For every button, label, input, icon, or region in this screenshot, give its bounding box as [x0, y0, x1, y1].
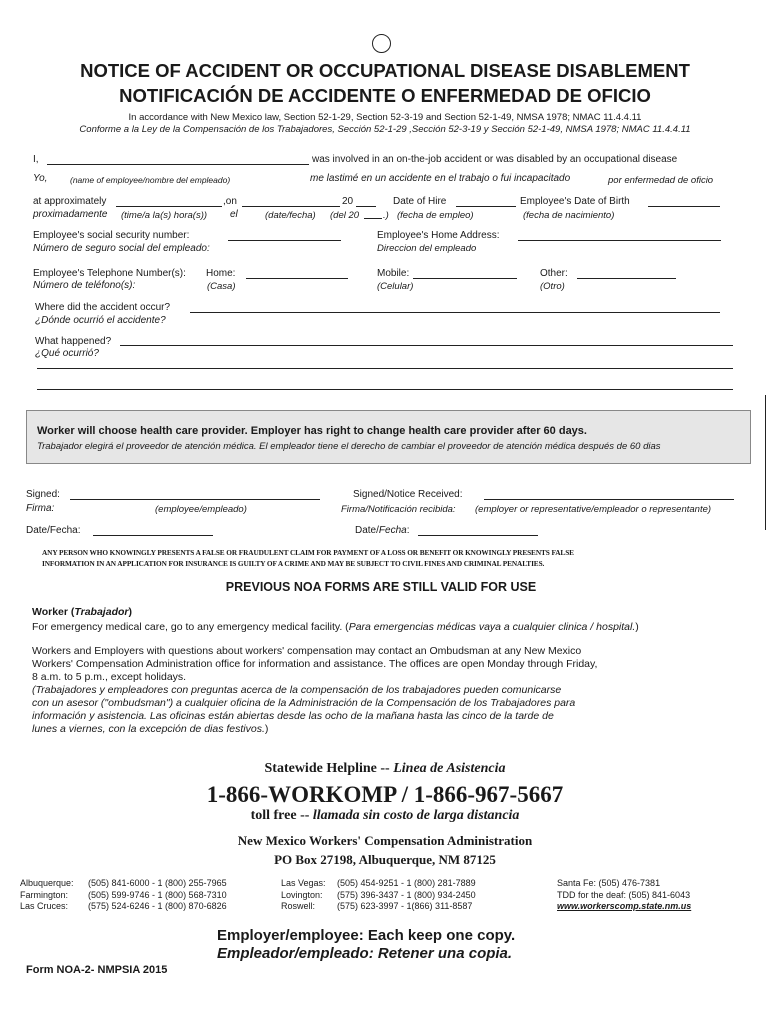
emergency-es: Para emergencias médicas vaya a cualquier clinica / hospital.: [348, 621, 636, 633]
where-label: Where did the accident occur?: [35, 302, 171, 313]
employer-signature-field[interactable]: [484, 499, 734, 500]
what-label: What happened?: [35, 336, 112, 347]
employee-signature-field[interactable]: [70, 499, 320, 500]
time-field[interactable]: [116, 206, 222, 207]
office-phones: (575) 396-3437 - 1 (800) 934-2450: [337, 889, 476, 900]
firma-notif-label: Firma/Notificación recibida:: [341, 504, 456, 515]
mobile-field[interactable]: [413, 278, 517, 279]
signed-notice-label: Signed/Notice Received:: [353, 489, 463, 500]
office-phones: (575) 524-6246 - 1 (800) 870-6826: [88, 901, 227, 911]
helpline-number[interactable]: 1-866-WORKOMP / 1-866-967-5667: [206, 782, 564, 807]
office-city: Las Cruces:: [20, 901, 69, 911]
was-involved-text: was involved in an on-the-job accident or was disabled by an occupational disease: [312, 154, 678, 165]
celular-hint: (Celular): [377, 281, 414, 292]
emergency-en: For emergency medical care, go to any emergency medical facility. (: [32, 621, 349, 633]
date-label-employer: [355, 525, 409, 536]
office-row: [20, 901, 227, 913]
dob-label: Employee's Date of Birth: [520, 196, 630, 207]
date-field[interactable]: [242, 206, 340, 207]
trabajador-word: Trabajador: [74, 606, 129, 618]
home-address-label: Employee's Home Address:: [377, 230, 500, 241]
warning-line-1: ANY PERSON WHO KNOWINGLY PRESENTS A FALSE OR FRAUDULENT CLAIM FOR PAYMENT OF A LOSS OR BENEFIT OR KNOWINGLY PRESENTS FALSE: [42, 548, 574, 557]
casa-hint: (Casa): [207, 281, 236, 292]
warning-line-2: INFORMATION IN AN APPLICATION FOR INSURANCE IS GUILTY OF A CRIME AND MAY BE SUBJECT TO CIVIL FINES AND CRIMINAL PENALTIES.: [42, 559, 545, 568]
agency-name: New Mexico Workers' Compensation Administration: [237, 833, 533, 848]
fecha-empleo-hint: (fecha de empleo): [397, 210, 474, 221]
ombudsman-line-6: información y asistencia. Las oficinas están abiertas desde las ocho de la mañana hasta las cinco de la tarde de: [32, 710, 554, 722]
date-word: Date/: [355, 525, 379, 536]
agency-address: PO Box 27198, Albuquerque, NM 87125: [274, 852, 496, 867]
office-row: [281, 901, 476, 913]
me-lastime-text: me lastimé en un accidente en el trabajo o fui incapacitado: [310, 173, 571, 184]
home-address-label-spanish: Direccion del empleado: [377, 243, 477, 254]
office-city: Albuquerque:: [20, 878, 74, 888]
office-city: Las Vegas:: [281, 878, 326, 888]
year-prefix: 20: [342, 196, 354, 207]
ombudsman-line-1: Workers and Employers with questions about workers' compensation may contact an Ombudsman at any New Mexico: [32, 645, 582, 657]
signed-label: Signed:: [26, 489, 60, 500]
del-20-end: .): [383, 210, 389, 221]
i-label: I,: [33, 154, 39, 165]
employee-hint: (employee/empleado): [155, 504, 247, 515]
home-address-field[interactable]: [518, 240, 721, 241]
offices-column-3: [557, 878, 691, 913]
home-phone-field[interactable]: [246, 278, 348, 279]
tdd-line: TDD for the deaf: (505) 841-6043: [557, 889, 691, 900]
ombudsman-line-5: con un asesor ("ombudsman") a cualquier oficina de la Administración de la Compensación de los Trabajadores para: [32, 697, 576, 709]
law-reference: In accordance with New Mexico law, Section 52-1-29, Section 52-3-19 and Section 52-1-49, NMSA 1978; NMAC 11.4.4.11: [128, 112, 642, 123]
worker-paren: ): [128, 606, 132, 618]
form-id: Form NOA-2- NMPSIA 2015: [26, 964, 168, 976]
office-row: [281, 890, 476, 902]
offices-column-2: [281, 878, 476, 913]
mobile-label: Mobile:: [377, 268, 410, 279]
circle-mark: [372, 34, 391, 53]
office-phones: (505) 841-6000 - 1 (800) 255-7965: [88, 878, 227, 888]
ombudsman-line-7: [32, 723, 268, 736]
time-hint: (time/a la(s) hora(s)): [121, 210, 208, 221]
date-colon: :: [406, 525, 410, 536]
offices-column-1: [20, 878, 227, 913]
what-field-line-3[interactable]: [37, 389, 733, 390]
ombudsman-line-7-paren: ): [264, 723, 269, 735]
employee-name-field[interactable]: [47, 164, 309, 165]
llamada-sin-costo: llamada sin costo de larga distancia: [312, 808, 520, 823]
proximadamente-label: proximadamente: [33, 209, 108, 220]
website-link[interactable]: www.workerscomp.state.nm.us: [557, 901, 692, 911]
office-city: Roswell:: [281, 901, 316, 911]
por-enfermedad-text: por enfermedad de oficio: [608, 175, 714, 186]
page-edge-mark: [765, 395, 766, 530]
where-field[interactable]: [190, 312, 720, 313]
date-of-hire-label: Date of Hire: [393, 196, 447, 207]
worker-heading: [32, 606, 132, 618]
fecha-nac-hint: (fecha de nacimiento): [523, 210, 615, 221]
title-spanish: NOTIFICACIÓN DE ACCIDENTE O ENFERMEDAD DE OFICIO: [119, 85, 651, 106]
notice-spanish: Trabajador elegirá el proveedor de atención médica. El empleador tiene el derecho de cambiar el proveedor de atención médica después de 60 dias: [37, 441, 661, 452]
year-es-field: [364, 218, 382, 219]
office-row: [20, 878, 227, 890]
del-20-hint: (del 20: [330, 210, 360, 221]
what-label-spanish: ¿Qué ocurrió?: [35, 348, 99, 359]
ombudsman-line-4: (Trabajadores y empleadores con preguntas acerca de la compensación de los trabajadores pueden comunicarse: [32, 684, 562, 696]
helpline-word: Statewide Helpline --: [264, 761, 394, 776]
phone-label-spanish: Número de teléfono(s):: [33, 280, 136, 291]
office-phones: (505) 599-9746 - 1 (800) 568-7310: [88, 889, 227, 900]
firma-label: Firma:: [26, 503, 55, 514]
office-phones: (505) 454-9251 - 1 (800) 281-7889: [337, 878, 476, 888]
yo-label: Yo,: [33, 173, 48, 184]
home-phone-label: Home:: [206, 268, 236, 279]
previous-forms-notice: PREVIOUS NOA FORMS ARE STILL VALID FOR USE: [225, 580, 537, 594]
title-english: NOTICE OF ACCIDENT OR OCCUPATIONAL DISEASE DISABLEMENT: [80, 60, 690, 81]
year-field[interactable]: [356, 206, 376, 207]
linea-asistencia: Linea de Asistencia: [393, 761, 506, 776]
notice-box: [26, 410, 751, 464]
ombudsman-line-2: Workers' Compensation Administration office for information and assistance. The offices are open Monday through Friday,: [32, 658, 598, 670]
toll-free-text: [0, 808, 770, 824]
copy-instruction-spanish: Empleador/empleado: Retener una copia.: [217, 945, 513, 962]
otro-hint: (Otro): [540, 281, 565, 292]
ssn-label: Employee's social security number:: [33, 230, 190, 241]
office-city: Lovington:: [281, 889, 323, 900]
santa-fe-office: Santa Fe: (505) 476-7381: [557, 878, 661, 888]
other-phone-label: Other:: [540, 268, 568, 279]
ssn-field[interactable]: [228, 240, 341, 241]
toll-free-word: toll free --: [250, 808, 313, 823]
date-label-employee: Date/Fecha:: [26, 525, 81, 536]
fecha-word: Fecha: [378, 525, 407, 536]
law-reference-spanish: Conforme a la Ley de la Compensación de los Trabajadores, Sección 52-1-29 ,Sección 52-3-19 y Sección 52-1-49, NMSA 1978; NMAC 11.4.4.11: [79, 124, 691, 135]
emergency-paren: ): [635, 621, 639, 633]
employer-date-field[interactable]: [418, 535, 538, 536]
copy-instruction-english: Employer/employee: Each keep one copy.: [217, 927, 516, 944]
where-label-spanish: ¿Dónde ocurrió el accidente?: [35, 315, 166, 326]
ombudsman-line-3: 8 a.m. to 5 p.m., except holidays.: [32, 671, 187, 683]
date-of-hire-field[interactable]: [456, 206, 516, 207]
date-hint: (date/fecha): [265, 210, 316, 221]
employee-date-field[interactable]: [93, 535, 213, 536]
notice-english: Worker will choose health care provider. Employer has right to change health care provider after 60 days.: [37, 425, 587, 437]
other-phone-field[interactable]: [577, 278, 676, 279]
office-phones: (575) 623-3997 - 1(866) 311-8587: [337, 901, 473, 911]
office-city: Farmington:: [20, 889, 69, 900]
ombudsman-line-7-text: lunes a viernes, con la excepción de dias festivos.: [32, 723, 265, 735]
phone-label: Employee's Telephone Number(s):: [33, 268, 186, 279]
el-label: el: [230, 209, 238, 220]
on-label: ,on: [223, 196, 237, 207]
office-row: [20, 890, 227, 902]
dob-field[interactable]: [648, 206, 720, 207]
emergency-text: [32, 621, 639, 633]
name-hint: (name of employee/nombre del empleado): [70, 175, 231, 185]
helpline-label: [0, 761, 770, 777]
what-field-line-2[interactable]: [37, 368, 733, 369]
office-row: [281, 878, 476, 890]
employer-hint: (employer or representative/empleador o representante): [475, 504, 712, 515]
what-field[interactable]: [120, 345, 733, 346]
ssn-label-spanish: Número de seguro social del empleado:: [33, 243, 210, 254]
at-approximately-label: at approximately: [33, 196, 107, 207]
worker-word: Worker (: [32, 606, 75, 618]
